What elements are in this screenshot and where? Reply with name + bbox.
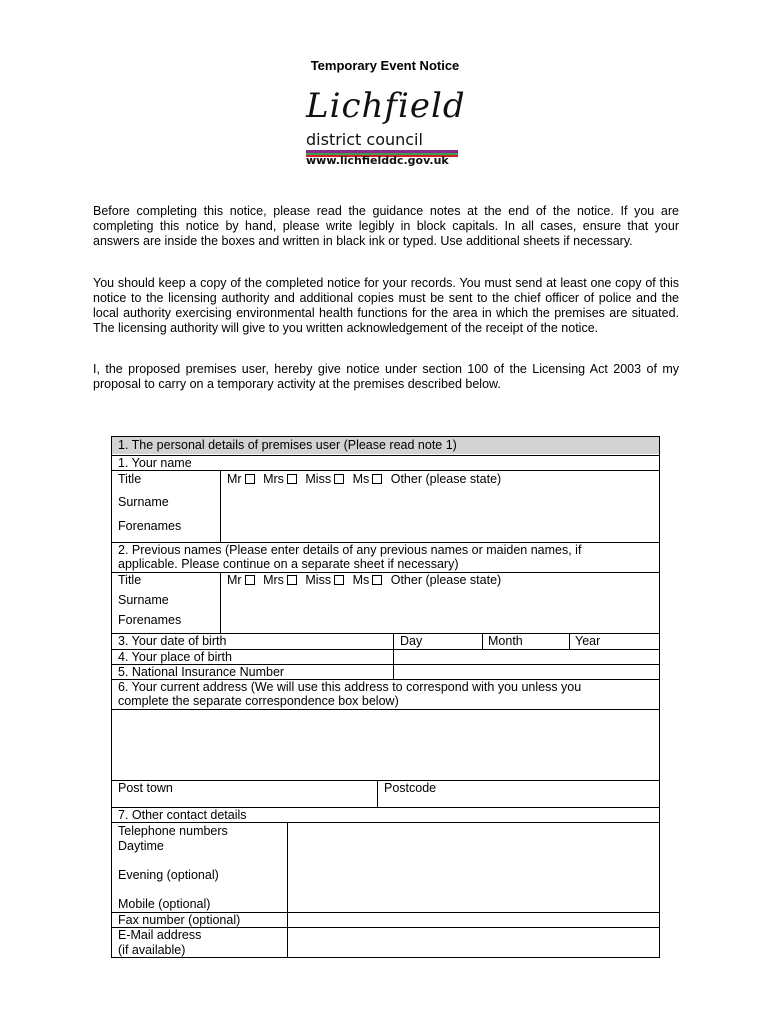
surname-label: Surname xyxy=(118,495,169,509)
option-other-label: Other (please state) xyxy=(390,472,502,486)
place-of-birth-label: 4. Your place of birth xyxy=(118,650,232,664)
mobile-label: Mobile (optional) xyxy=(118,897,211,911)
intro-paragraph-3: I, the proposed premises user, hereby give notice under section 100 of the Licensing Act 2003 of my proposal to carry on a temporary activity at the premises described below. xyxy=(93,362,679,391)
prev-option-other-label: Other (please state) xyxy=(390,573,502,587)
telephone-label: Telephone numbers xyxy=(118,824,228,838)
prev-option-mrs-label: Mrs xyxy=(263,573,284,587)
address-line1: 6. Your current address (We will use this address to correspond with you unless you xyxy=(118,680,582,694)
prev-miss-checkbox[interactable] xyxy=(334,575,344,585)
prev-option-ms-label: Ms xyxy=(352,573,370,587)
option-mrs-label: Mrs xyxy=(263,472,284,486)
section-header: 1. The personal details of premises user (Please read note 1) xyxy=(118,438,457,452)
option-mr-label: Mr xyxy=(227,472,242,486)
email-sub-label: (if available) xyxy=(118,943,186,957)
title-options xyxy=(227,472,501,487)
rule xyxy=(112,470,659,471)
contact-heading: 7. Other contact details xyxy=(118,808,247,822)
address-line2: complete the separate correspondence box below) xyxy=(118,694,399,708)
fax-label: Fax number (optional) xyxy=(118,913,241,927)
ni-number-label: 5. National Insurance Number xyxy=(118,665,285,679)
prev-option-mr-label: Mr xyxy=(227,573,242,587)
logo-wordmark: Lichfield xyxy=(306,86,466,126)
document-title: Temporary Event Notice xyxy=(310,58,460,73)
dob-label: 3. Your date of birth xyxy=(118,634,227,648)
mrs-checkbox[interactable] xyxy=(287,474,297,484)
rule xyxy=(393,633,394,679)
prev-title-options xyxy=(227,573,501,588)
rule xyxy=(112,455,659,456)
prev-ms-checkbox[interactable] xyxy=(372,575,382,585)
council-logo xyxy=(302,86,468,172)
logo-url: www.lichfielddc.gov.uk xyxy=(306,154,449,167)
rule xyxy=(112,709,659,710)
year-label: Year xyxy=(575,634,601,648)
prev-surname-label: Surname xyxy=(118,593,169,607)
intro-paragraph-1: Before completing this notice, please read the guidance notes at the end of the notice. If you are completing this notice by hand, please write legibly in block capitals. In all cases, ensure that your answers are inside the boxes and written in black ink or typed. Use additional sheets if necessary. xyxy=(93,204,679,248)
rule xyxy=(482,633,483,649)
post-town-label: Post town xyxy=(118,781,173,795)
prev-mr-checkbox[interactable] xyxy=(245,575,255,585)
ms-checkbox[interactable] xyxy=(372,474,382,484)
option-miss-label: Miss xyxy=(305,472,332,486)
rule xyxy=(220,470,221,542)
miss-checkbox[interactable] xyxy=(334,474,344,484)
prev-option-miss-label: Miss xyxy=(305,573,332,587)
day-label: Day xyxy=(400,634,423,648)
daytime-label: Daytime xyxy=(118,839,164,853)
previous-names-line1: 2. Previous names (Please enter details of any previous names or maiden names, if xyxy=(118,543,582,557)
mr-checkbox[interactable] xyxy=(245,474,255,484)
name-heading: 1. Your name xyxy=(118,456,192,470)
email-label: E-Mail address xyxy=(118,928,202,942)
prev-mrs-checkbox[interactable] xyxy=(287,575,297,585)
prev-title-label: Title xyxy=(118,573,142,587)
rule xyxy=(220,572,221,633)
rule xyxy=(569,633,570,649)
evening-label: Evening (optional) xyxy=(118,868,219,882)
rule xyxy=(287,822,288,958)
option-ms-label: Ms xyxy=(352,472,370,486)
title-label: Title xyxy=(118,472,142,486)
rule xyxy=(377,780,378,807)
forenames-label: Forenames xyxy=(118,519,182,533)
logo-subtitle: district council xyxy=(306,130,423,149)
personal-details-form xyxy=(111,436,660,958)
postcode-label: Postcode xyxy=(384,781,437,795)
prev-forenames-label: Forenames xyxy=(118,613,182,627)
previous-names-line2: applicable. Please continue on a separate sheet if necessary) xyxy=(118,557,459,571)
month-label: Month xyxy=(488,634,523,648)
intro-paragraph-2: You should keep a copy of the completed notice for your records. You must send at least one copy of this notice to the licensing authority and additional copies must be sent to the chief officer of police and the local authority exercising environmental health functions for the area in which the premises are situated. The licensing authority will give to you written acknowledgement of the receipt of the notice. xyxy=(93,276,679,335)
